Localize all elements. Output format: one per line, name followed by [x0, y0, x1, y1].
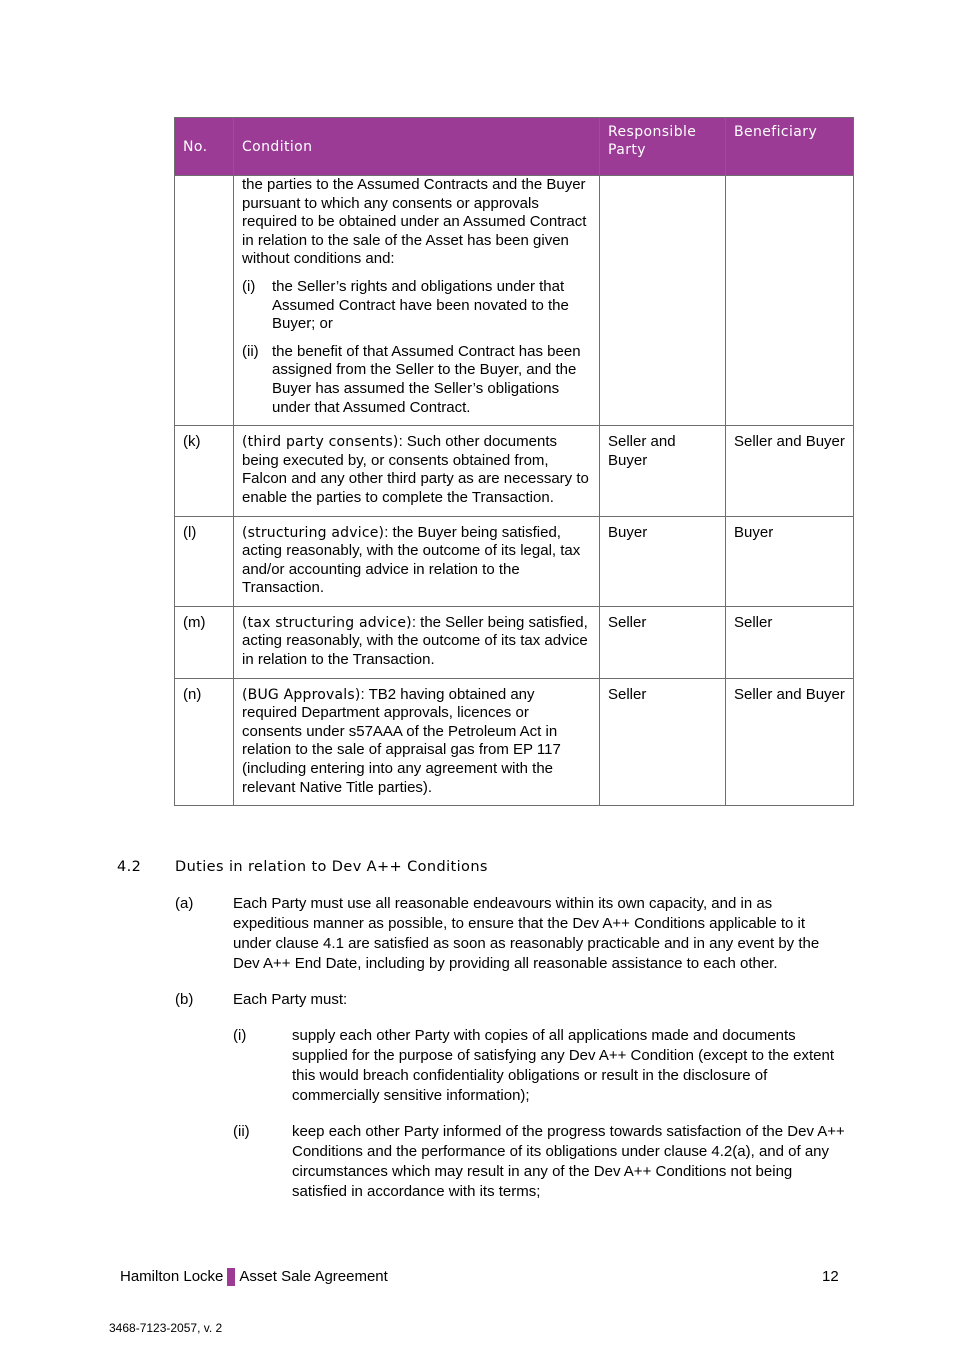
- table-row-continued: [175, 176, 854, 426]
- cell-no: (k): [175, 426, 234, 516]
- footer-firm: Hamilton Locke: [120, 1268, 224, 1285]
- paragraph-text: Each Party must use all reasonable endeavours within its own capacity, and in as expeditious manner as possible, to ensure that the Dev A++ Conditions applicable to it under clause 4.1 are satisfied as soon as reasonably practicable and in any event by the Dev A++ End Date, including by providing all reasonable assistance to each other.: [233, 895, 820, 972]
- condition-heading: (BUG Approvals): [242, 686, 361, 703]
- paragraph-b: [175, 990, 847, 1010]
- cell-responsible: [600, 176, 726, 426]
- header-beneficiary: Beneficiary: [726, 118, 854, 176]
- cell-beneficiary: Buyer: [726, 516, 854, 606]
- table-row-k: [175, 426, 854, 516]
- footer: [120, 1268, 388, 1286]
- sub-item-number: (i): [242, 277, 256, 295]
- paragraph-label: (i): [233, 1027, 247, 1044]
- table-row-n: [175, 678, 854, 806]
- section-4-2: [117, 858, 847, 1202]
- cell-responsible: Buyer: [600, 516, 726, 606]
- section-number: 4.2: [117, 859, 142, 875]
- table-header-row: [175, 118, 854, 176]
- cell-no: [175, 176, 234, 426]
- condition-text: : the Seller being satisfied, acting reasonably, with the outcome of its tax advice in relation to the Transaction.: [242, 613, 588, 669]
- sub-item-text: the Seller’s rights and obligations under that Assumed Contract have been novated to the Buyer; or: [272, 277, 569, 333]
- cell-responsible: Seller: [600, 678, 726, 806]
- condition-text: : Such other documents being executed by, or consents obtained from, Falcon and any other third party as are necessary to enable the parties to complete the Transaction.: [242, 433, 589, 506]
- cell-no: (m): [175, 606, 234, 678]
- cell-beneficiary: Seller and Buyer: [726, 426, 854, 516]
- cell-beneficiary: Seller: [726, 606, 854, 678]
- condition-text: : TB2 having obtained any required Department approvals, licences or consents under s57AAA of the Petroleum Act in relation to the sale of appraisal gas from EP 117 (including entering into any agreement with the relevant Native Title parties).: [242, 685, 561, 796]
- paragraph-label: (a): [175, 895, 194, 912]
- page-number: 12: [822, 1268, 839, 1285]
- paragraph-b-i: [233, 1026, 847, 1106]
- condition-heading: (tax structuring advice): [242, 614, 412, 631]
- header-no: No.: [175, 118, 234, 176]
- brand-bar: [227, 1268, 235, 1286]
- footer-doc-title: Asset Sale Agreement: [239, 1268, 388, 1285]
- cell-beneficiary: Seller and Buyer: [726, 678, 854, 806]
- section-title: Duties in relation to Dev A++ Conditions: [175, 859, 488, 875]
- cell-condition: [234, 426, 600, 516]
- paragraph-a: [175, 894, 847, 974]
- paragraph-text: Each Party must:: [233, 991, 348, 1008]
- condition-text: : the Buyer being satisfied, acting reasonably, with the outcome of its legal, tax and/or accounting advice in relation to the Transaction.: [242, 523, 581, 597]
- cell-no: (l): [175, 516, 234, 606]
- header-responsible-party: Responsible Party: [600, 118, 726, 176]
- cell-responsible: Seller and Buyer: [600, 426, 726, 516]
- paragraph-text: supply each other Party with copies of all applications made and documents supplied for the purpose of satisfying any Dev A++ Condition (except to the extent this would breach confidentiality obligations or result in the disclosure of commercially sensitive information);: [292, 1027, 834, 1104]
- cell-condition: [234, 606, 600, 678]
- conditions-table: [174, 117, 854, 806]
- paragraph-label: (b): [175, 991, 194, 1008]
- sub-item: [242, 343, 591, 417]
- section-heading: [117, 858, 847, 876]
- sub-item-text: the benefit of that Assumed Contract has been assigned from the Seller to the Buyer, and the Buyer has assumed the Seller’s obligations under that Assumed Contract.: [272, 342, 581, 416]
- header-condition: Condition: [234, 118, 600, 176]
- cell-beneficiary: [726, 176, 854, 426]
- sub-item: [242, 278, 591, 334]
- paragraph-b-ii: [233, 1122, 847, 1202]
- document-id: 3468-7123-2057, v. 2: [109, 1321, 223, 1335]
- cell-no: (n): [175, 678, 234, 806]
- condition-text: the parties to the Assumed Contracts and the Buyer pursuant to which any consents or approvals required to be obtained under an Assumed Contract in relation to the sale of the Asset has been given without conditions and:: [242, 176, 587, 268]
- condition-heading: (structuring advice): [242, 524, 385, 541]
- table-row-m: [175, 606, 854, 678]
- sub-item-number: (ii): [242, 342, 259, 360]
- paragraph-label: (ii): [233, 1123, 250, 1140]
- paragraph-text: keep each other Party informed of the progress towards satisfaction of the Dev A++ Conditions and the performance of its obligations under clause 4.2(a), and of any circumstances which may result in any of the Dev A++ Conditions not being satisfied in accordance with its terms;: [292, 1123, 845, 1200]
- cell-responsible: Seller: [600, 606, 726, 678]
- table-row-l: [175, 516, 854, 606]
- condition-heading: (third party consents): [242, 434, 399, 451]
- cell-condition: [234, 516, 600, 606]
- cell-condition: [234, 678, 600, 806]
- cell-condition: [234, 176, 600, 426]
